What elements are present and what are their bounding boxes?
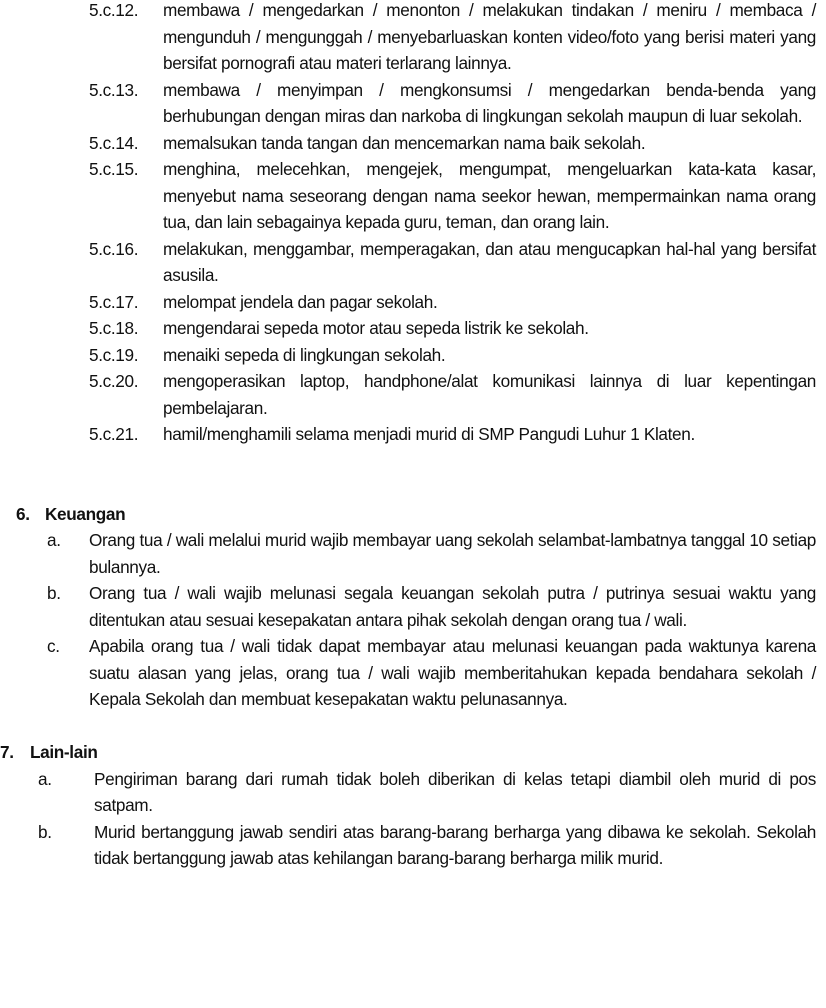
item-text: Pengiriman barang dari rumah tidak boleh diberikan di kelas tetapi diambil oleh murid di pos satpam.	[94, 768, 816, 815]
item-number: 5.c.12.	[89, 0, 139, 20]
item-number: 5.c.13.	[89, 79, 139, 100]
item-number: 5.c.14.	[89, 132, 139, 153]
item-number: 5.c.19.	[89, 344, 139, 365]
item-text: Orang tua / wali melalui murid wajib membayar uang sekolah selambat-lambatnya tanggal 10 setiap bulannya.	[89, 530, 816, 577]
item-letter: b.	[38, 821, 52, 842]
item-text: mengendarai sepeda motor atau sepeda listrik ke sekolah.	[163, 318, 589, 338]
item-number: 5.c.17.	[89, 291, 139, 312]
list-item	[0, 236, 826, 289]
item-number: 5.c.18.	[89, 318, 139, 338]
item-letter: b.	[47, 583, 61, 603]
item-letter: a.	[38, 768, 52, 789]
list-item	[0, 289, 826, 316]
list-item	[0, 342, 826, 369]
item-text: melakukan, menggambar, memperagakan, dan atau mengucapkan hal-hal yang bersifat asusila.	[163, 238, 816, 285]
section-number: 7.	[0, 742, 14, 762]
section-5c-list	[0, 0, 826, 448]
item-text: memalsukan tanda tangan dan mencemarkan nama baik sekolah.	[163, 132, 646, 153]
list-item	[0, 130, 826, 157]
item-letter: a.	[47, 530, 61, 550]
item-number: 5.c.16.	[89, 238, 139, 259]
list-item	[0, 0, 826, 77]
list-item	[0, 156, 826, 236]
section-7-list	[0, 766, 826, 872]
section-title: Keuangan	[45, 503, 126, 524]
section-7-heading	[0, 739, 826, 766]
item-text: membawa / menyimpan / mengkonsumsi / mengedarkan benda-benda yang berhubungan dengan miras dan narkoba di lingkungan sekolah maupun di luar sekolah.	[163, 79, 816, 126]
list-item	[0, 527, 826, 580]
list-item	[0, 421, 826, 448]
item-number: 5.c.21.	[89, 424, 139, 444]
item-text: Orang tua / wali wajib melunasi segala keuangan sekolah putra / putrinya sesuai waktu yang ditentukan atau sesuai kesepakatan antara pihak sekolah dengan orang tua / wali.	[89, 583, 816, 630]
item-text: Apabila orang tua / wali tidak dapat membayar atau melunasi keuangan pada waktunya karena suatu alasan yang jelas, orang tua / wali wajib memberitahukan kepada bendahara sekolah / Kepala Sekolah dan membuat kesepakatan waktu pelunasannya.	[89, 636, 816, 709]
section-6-list	[0, 527, 826, 713]
item-letter: c.	[47, 636, 60, 656]
item-text: membawa / mengedarkan / menonton / melakukan tindakan / meniru / membaca / mengunduh / mengunggah / menyebarluaskan konten video/foto yang berisi materi yang bersifat pornografi atau materi terlarang lainnya.	[163, 0, 816, 73]
list-item	[0, 580, 826, 633]
section-title: Lain-lain	[30, 742, 98, 762]
item-text: Murid bertanggung jawab sendiri atas barang-barang berharga yang dibawa ke sekolah. Sekolah tidak bertanggung jawab atas kehilangan barang-barang berharga milik murid.	[94, 821, 816, 868]
item-text: melompat jendela dan pagar sekolah.	[163, 291, 438, 312]
list-item	[0, 633, 826, 713]
item-text: menghina, melecehkan, mengejek, mengumpat, mengeluarkan kata-kata kasar, menyebut nama seseorang dengan nama seekor hewan, mempermainkan nama orang tua, dan lain sebagainya kepada guru, teman, dan orang lain.	[163, 159, 816, 232]
item-text: hamil/menghamili selama menjadi murid di SMP Pangudi Luhur 1 Klaten.	[163, 424, 695, 444]
item-number: 5.c.20.	[89, 371, 139, 391]
list-item	[0, 819, 826, 872]
item-text: menaiki sepeda di lingkungan sekolah.	[163, 344, 446, 365]
item-number: 5.c.15.	[89, 159, 139, 179]
section-number: 6.	[16, 503, 30, 524]
item-text: mengoperasikan laptop, handphone/alat komunikasi lainnya di luar kepentingan pembelajaran.	[163, 371, 816, 418]
list-item	[0, 766, 826, 819]
list-item	[0, 315, 826, 342]
list-item	[0, 77, 826, 130]
list-item	[0, 368, 826, 421]
section-6-heading	[0, 501, 826, 528]
